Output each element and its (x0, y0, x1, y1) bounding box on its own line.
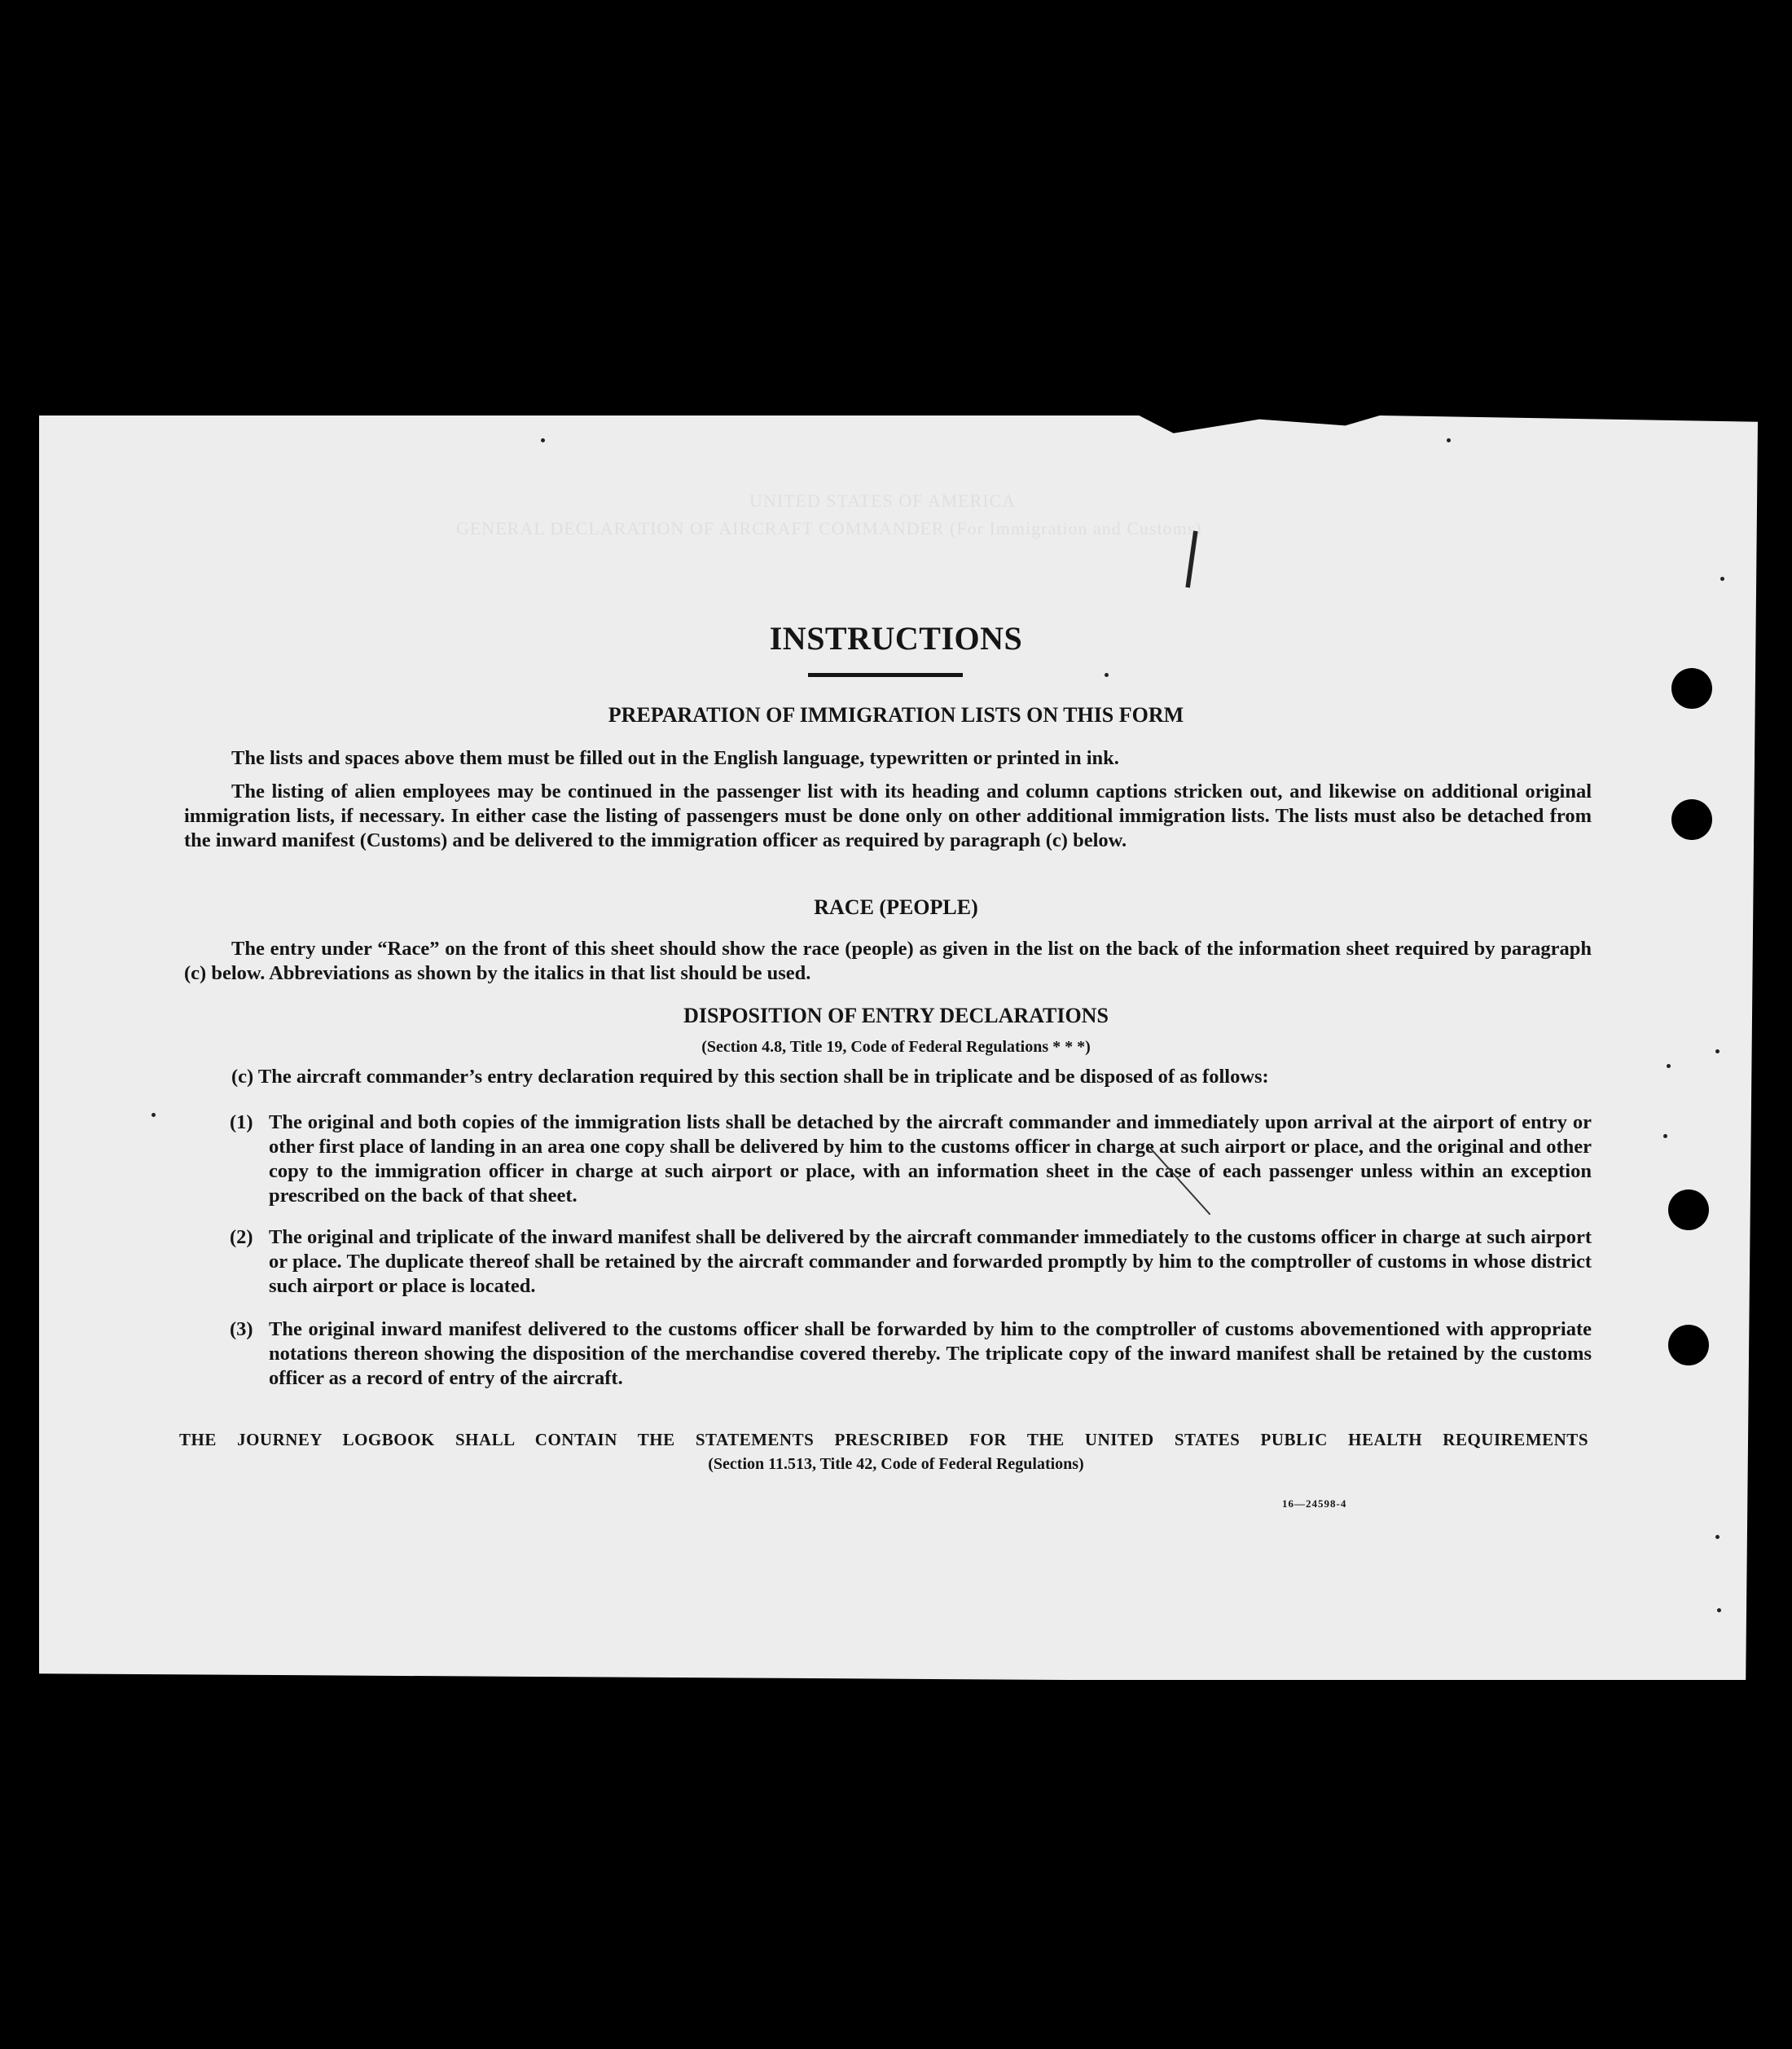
footer-citation: (Section 11.513, Title 42, Code of Federal Regulations) (708, 1455, 1084, 1473)
footer-statement: THE JOURNEY LOGBOOK SHALL CONTAIN THE STATEMENTS PRESCRIBED FOR THE UNITED STATES PUBLIC HEALTH REQUIREMENTS (179, 1430, 1588, 1449)
speck (1667, 1064, 1671, 1068)
speck (1447, 438, 1451, 442)
preparation-paragraph-1 (184, 746, 1592, 771)
speck (1715, 1535, 1720, 1539)
disposition-citation: (Section 4.8, Title 19, Code of Federal Regulations * * *) (701, 1038, 1091, 1056)
punch-hole (1671, 799, 1712, 840)
preparation-heading: PREPARATION OF IMMIGRATION LISTS ON THIS FORM (608, 703, 1184, 727)
speck (1720, 577, 1724, 581)
form-number: 16—24598-4 (1282, 1497, 1347, 1510)
item-text: The original inward manifest delivered to the customs officer shall be forwarded by him to the comptroller of customs abovementioned with appropriate notations thereon showing the disposition of the merchandise covered thereby. The triplicate copy of the inward manifest shall be retained by the customs officer as a record of entry of the aircraft. (269, 1318, 1592, 1389)
preparation-paragraph-2 (184, 780, 1592, 853)
page-title: INSTRUCTIONS (769, 620, 1023, 657)
disposition-item-3 (230, 1317, 1592, 1391)
punch-hole (1668, 1325, 1709, 1365)
speck (1663, 1134, 1667, 1138)
item-text: The original and both copies of the immigration lists shall be detached by the aircraft commander and immediately upon arrival at the airport of entry or other first place of landing in an area one copy shall be delivered by him to the customs officer in charge at such airport or place, and the original and other copy to the immigration officer in charge at such airport or place, with an information sheet in the case of each passenger unless within an exception prescribed on the back of that sheet. (269, 1111, 1592, 1207)
speck (1717, 1608, 1721, 1612)
bleed-through-text: GENERAL DECLARATION OF AIRCRAFT COMMANDER (For Immigration and Customs) (456, 518, 1202, 539)
race-paragraph-text: The entry under “Race” on the front of this sheet should show the race (people) as given in the list on the back of the information sheet required by paragraph (c) below. Abbreviations as shown by the italics in that list should be used. (184, 938, 1592, 984)
disposition-heading: DISPOSITION OF ENTRY DECLARATIONS (683, 1004, 1109, 1027)
handwritten-mark: | (1178, 520, 1207, 590)
item-number: (1) (230, 1111, 253, 1133)
race-paragraph (184, 937, 1592, 986)
speck (1105, 673, 1109, 677)
disposition-intro: (c) The aircraft commander’s entry declaration required by this section shall be in triplicate and be disposed of as follows: (231, 1066, 1269, 1088)
speck (152, 1113, 156, 1117)
bleed-through-text: UNITED STATES OF AMERICA (749, 490, 1017, 511)
item-number: (2) (230, 1226, 253, 1248)
preparation-paragraph-2-text: The listing of alien employees may be continued in the passenger list with its heading and column captions stricken out, and likewise on additional original immigration lists, if necessary. In either case the listing of passengers must be done only on other additional immigration lists. The lists must also be detached from the inward manifest (Customs) and be delivered to the immigration officer as required by paragraph (c) below. (184, 780, 1592, 851)
preparation-paragraph-1-text: The lists and spaces above them must be filled out in the English language, typewritten or printed in ink. (231, 747, 1119, 769)
speck (541, 438, 545, 442)
title-underline (808, 673, 963, 677)
disposition-item-2 (230, 1225, 1592, 1299)
item-text: The original and triplicate of the inward manifest shall be delivered by the aircraft commander immediately to the customs officer in charge at such airport or place. The duplicate thereof shall be retained by the aircraft commander and forwarded promptly by him to the comptroller of customs in whose district such airport or place is located. (269, 1226, 1592, 1297)
punch-hole (1668, 1189, 1709, 1230)
item-number: (3) (230, 1318, 253, 1340)
disposition-item-1 (230, 1110, 1592, 1208)
race-heading: RACE (PEOPLE) (814, 895, 978, 919)
